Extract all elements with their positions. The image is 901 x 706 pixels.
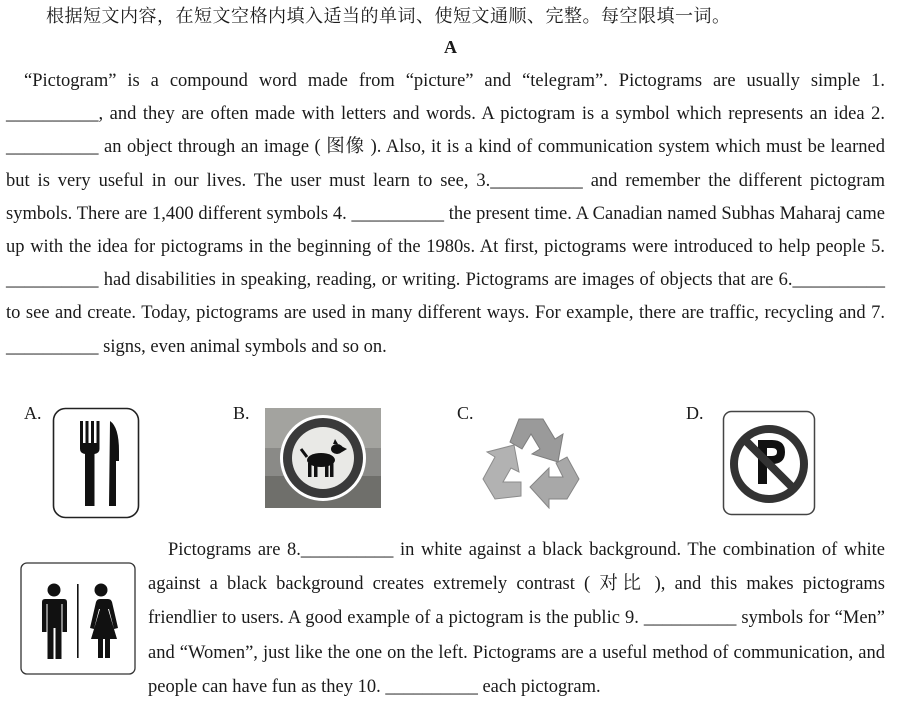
paragraph-1-text: “Pictogram” is a compound word made from “picture” and “telegram”. Pictograms are usually simple 1. __________, and they are often made with letters and words. A pictogram is a symbol which represents an idea 2. __________ an object through an image ( 图像 ). Also, it is a kind of communication system which must be learned but is very useful in our lives. The user must learn to see, 3.__________ and remember the different pictogram symbols. There are 1,400 different symbols 4. __________ the present time. A Canadian named Subhas Maharaj came up with the idea for pictograms in the beginning of the 1980s. At first, pictograms were introduced to help people 5. __________ had disabilities in speaking, reading, or writing. Pictograms are images of objects that are 6.__________ to see and create. Today, pictograms are used in many different ways. For example, there are traffic, recycling and 7. __________ signs, even animal symbols and so on. xyxy=(6,71,885,357)
passage-paragraph-2 xyxy=(148,533,885,704)
instruction-text: 根据短文内容，在短文空格内填入适当的单词、使短文通顺、完整。每空限填一词。 xyxy=(46,6,731,26)
dog-sign-icon xyxy=(265,408,381,513)
option-d-label: D. xyxy=(686,403,704,423)
passage-paragraph-1 xyxy=(6,65,885,364)
option-a-label: A. xyxy=(24,403,42,423)
section-label: A xyxy=(444,37,457,57)
restroom-icon xyxy=(20,562,136,680)
recycle-icon xyxy=(481,413,581,514)
paragraph-2-text: Pictograms are 8.__________ in white against a black background. The combination of white against a black background creates extremely contrast ( 对比 ), and this makes pictograms friendlier to users. A good example of a pictogram is the public 9. __________ symbols for “Men” and “Women”, just like the one on the left. Pictograms are a useful method of communication, and people can have fun as they 10. __________ each pictogram. xyxy=(148,540,885,697)
option-b-label: B. xyxy=(233,403,250,423)
no-parking-icon xyxy=(722,410,816,521)
fork-knife-icon xyxy=(52,407,140,524)
option-c-label: C. xyxy=(457,403,474,423)
